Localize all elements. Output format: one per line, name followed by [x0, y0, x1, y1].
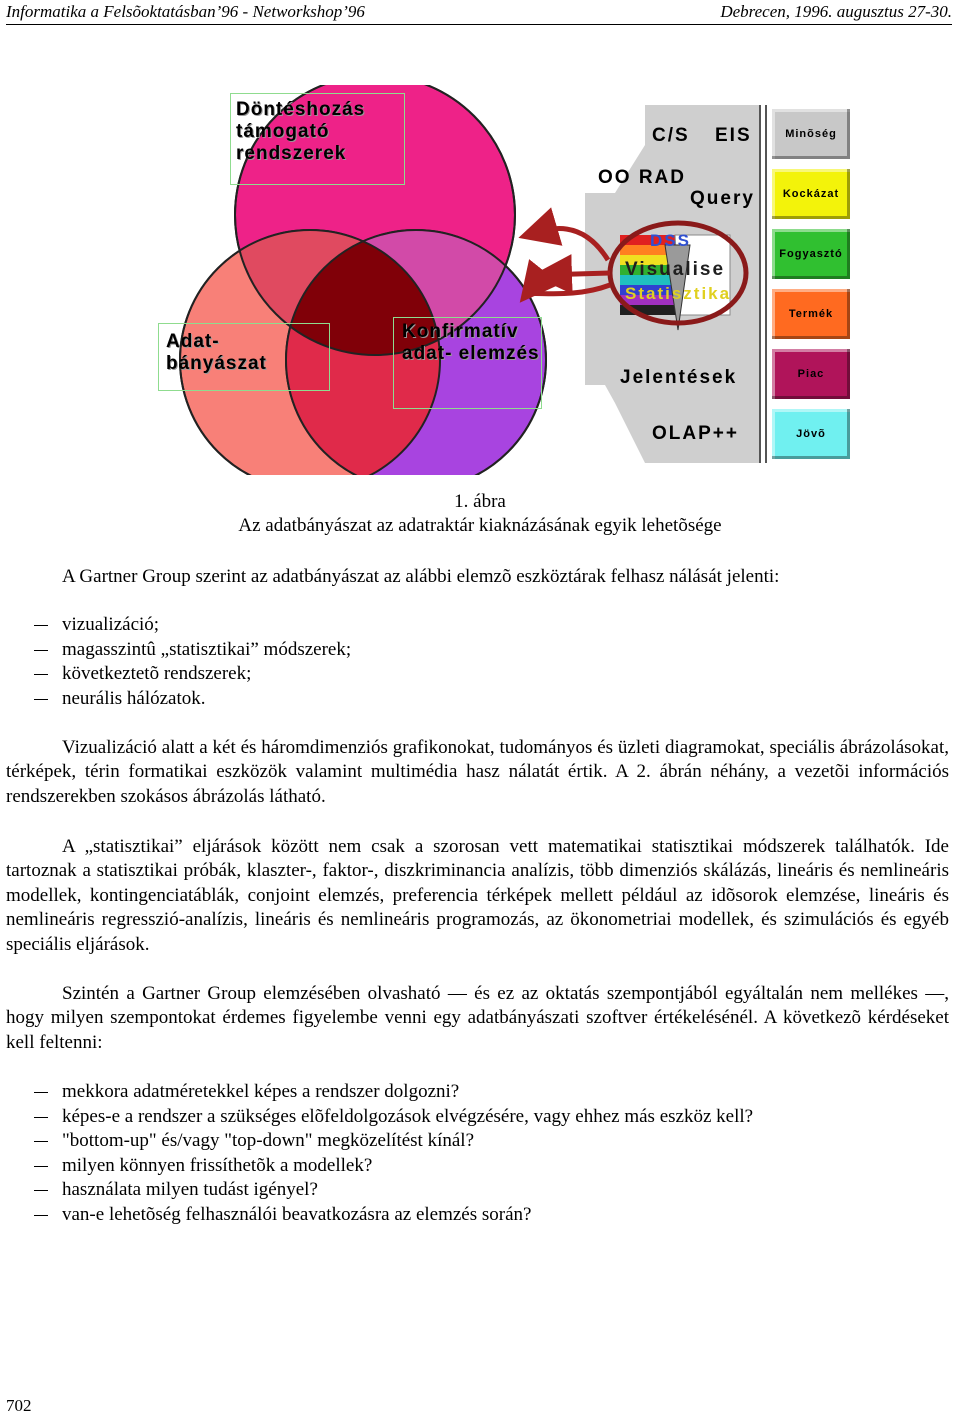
figure-caption-number: 1. ábra [454, 491, 506, 512]
label-dss: DSS [650, 231, 691, 250]
paragraph-statistics: A „statisztikai” eljárások között nem csak a szorosan vett matematikai statisztikai módszerek találhatók. Ide tartoznak a statisztikai próbák, klaszter-, faktor-, diszkriminancia analízis, több dimenziós skálázás, lineáris és nemlineáris modellek, kontingenciatáblák, conjoint elemzés, preferencia térképek mellett például az idõsorok elemzése, lineáris és nemlineáris regresszió-analízis, lineáris és nemlineáris programozás, az ökonometriai modellek, és szimulációs és egyéb speciális eljárások. [6, 836, 949, 955]
header-left: Informatika a Felsõoktatásban’96 - Networkshop’96 [6, 2, 365, 21]
page-number: 702 [6, 1396, 32, 1415]
list-item: vizualizáció; [0, 613, 351, 638]
paragraph-visualization: Vizualizáció alatt a két és háromdimenziós grafikonokat, tudományos és üzleti diagramokat, speciális ábrázolásokat, térképek, térin formatikai eszközök valamint multimédia hasz nálatát értik. A 2. ábrán néhány, a vezetõi információs rendszerekben szokásos ábrázolás látható. [6, 737, 949, 807]
category-button: Minõség [772, 109, 850, 159]
label-eis: EIS [715, 125, 752, 146]
list-item: "bottom-up" és/vagy "top-down" megközelítést kínál? [0, 1129, 753, 1154]
figure-1 [150, 85, 860, 475]
label-visualise: Visualise [625, 259, 726, 280]
category-button: Jövõ [772, 409, 850, 459]
label-olap: OLAP++ [652, 423, 739, 444]
list-item: magasszintû „statisztikai” módszerek; [0, 638, 351, 663]
header-right: Debrecen, 1996. augusztus 27-30. [720, 2, 952, 21]
list-item: milyen könnyen frissíthetõk a modellek? [0, 1154, 753, 1179]
label-cs: C/S [652, 125, 690, 146]
category-button: Piac [772, 349, 850, 399]
tool-list [0, 613, 351, 711]
venn-label-top: Döntéshozás támogató rendszerek [236, 99, 366, 164]
venn-label-left: Adat- bányászat [166, 331, 267, 374]
list-item: képes-e a rendszer a szükséges elõfeldolgozások elvégzésére, vagy ehhez más eszköz kell? [0, 1105, 753, 1130]
list-item: neurális hálózatok. [0, 687, 351, 712]
category-button: Fogyasztó [772, 229, 850, 279]
list-item: mekkora adatméretekkel képes a rendszer dolgozni? [0, 1080, 753, 1105]
label-oorad: OO RAD [598, 167, 686, 188]
paragraph-evaluation: Szintén a Gartner Group elemzésében olvasható — és ez az oktatás szempontjából egyáltalán nem mellékes —, hogy milyen szempontokat érdemes figyelembe venni egy adatbányászati szoftver értékelésénél. A következõ kérdéseket kell feltenni: [6, 983, 949, 1053]
category-button: Termék [772, 289, 850, 339]
category-button: Kockázat [772, 169, 850, 219]
label-query: Query [690, 188, 755, 209]
list-item: van-e lehetõség felhasználói beavatkozásra az elemzés során? [0, 1203, 753, 1228]
label-statisztika: Statisztika [625, 284, 732, 303]
venn-label-right: Konfirmatív adat- elemzés [402, 321, 540, 364]
running-header [6, 2, 952, 25]
label-jelentesek: Jelentések [620, 367, 738, 388]
intro-paragraph: A Gartner Group szerint az adatbányászat az alábbi elemzõ eszköztárak felhasz nálását jelenti: [62, 566, 780, 587]
list-item: használata milyen tudást igényel? [0, 1178, 753, 1203]
figure-caption-title: Az adatbányászat az adatraktár kiaknázásának egyik lehetõsége [238, 515, 722, 536]
question-list [0, 1080, 753, 1228]
list-item: következtetõ rendszerek; [0, 662, 351, 687]
